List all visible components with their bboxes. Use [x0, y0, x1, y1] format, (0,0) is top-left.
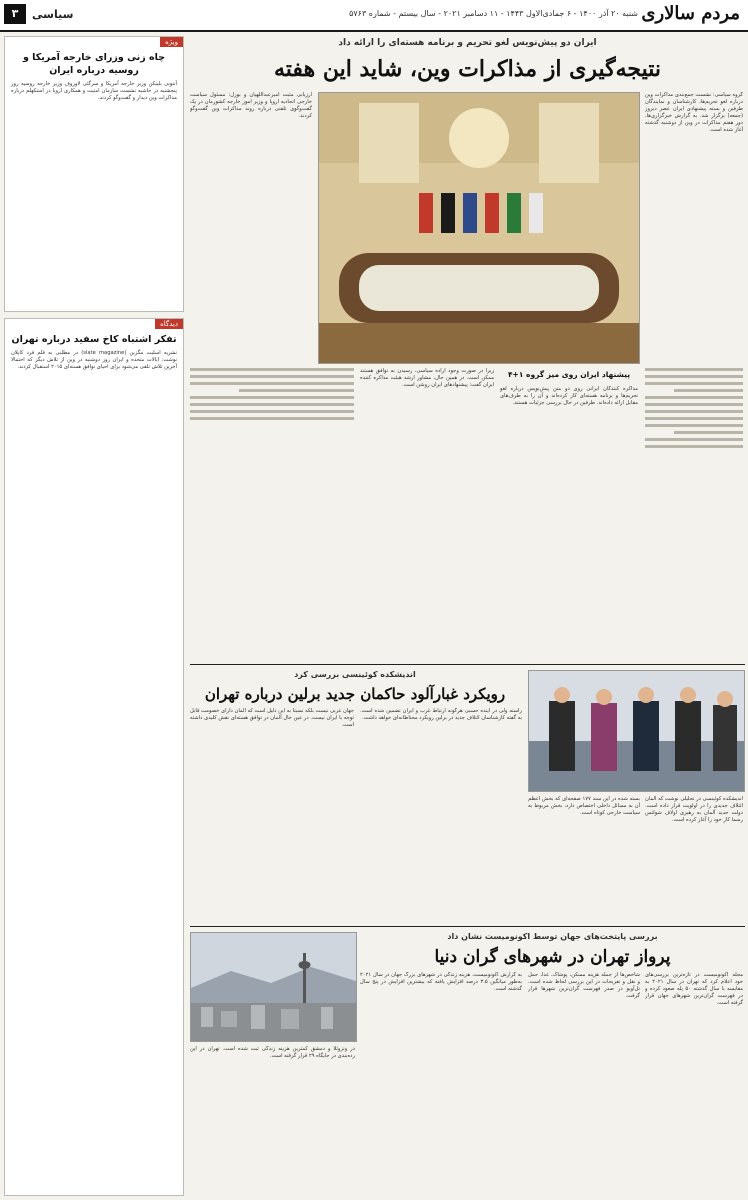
lead-headline: نتیجه‌گیری از مذاکرات وین، شاید این هفته [274, 56, 661, 82]
side-body: نشریه اسلیت مگزین (slate magazine) در مطلبی به قلم فرد کاپلان نوشت: ایالات متحده و ایران روز دوشنبه در وین از تلاش دیگر که احتمالا آخرین تلاش تلقی می‌شود برای احیای توافق هسته‌ای ۲۰۱۵ استقبال کردند. [11, 350, 177, 370]
page-number: ۳ [4, 4, 26, 24]
lead-subhead: پیشنهاد ایران روی میز گروه ۱+۴ [507, 370, 631, 379]
side-tag: دیدگاه [155, 319, 183, 329]
bottom-photo [190, 932, 357, 1042]
lead-photo [318, 92, 640, 364]
side-tag: ویژه [160, 37, 183, 47]
lead-col-3: زیرا در صورت وجود اراده سیاسی، رسیدن به توافق هستند ممکن است. در همین حال، مشاور ارشد هیئت مذاکره کننده ایران گفت: پیشنهادهای ایران روشن است. [360, 368, 494, 388]
lead-col-1: گروه سیاسی: نشست جمع‌بندی مذاکرات وین درباره لغو تحریم‌ها، کارشناسان و نمایندگان طرفین و بسته پیشنهادی ایران عصر دیروز (جمعه) برگزار شد. به گزارش خبرگزاری‌ها، دور هفتم مذاکرات در وین از دوشنبه گذشته آغاز شده است. [645, 92, 743, 133]
side-title: چاه زنی وزرای خارجه آمریکا و روسیه درباره ایران [22, 52, 166, 76]
german-leaders-image [529, 671, 744, 791]
lead-col-5 [190, 368, 354, 658]
side-body: آنتونی بلینکن وزیر خارجه آمریکا و سرگئی لاوروف وزیر خارجه روسیه روز پنجشنبه در حاشیه نشست سازمان امنیت و همکاری اروپا در استکهلم درباره مذاکرات وین دیدار و گفت‌وگو کردند. [11, 81, 177, 101]
vienna-talks-image [319, 93, 639, 363]
mid-col-3: راسته ولی در آینده حسبی هرگونه ارتباط غرب و ایران تضمین شده است. به گفته کارشناسان ائتلاف جدید در برلین رویکرد محتاطانه‌ای خواهد داشت. [360, 708, 522, 721]
mid-kicker: اندیشکده کوئینسی بررسی کرد [294, 670, 416, 679]
side-title: تفکر اشتباه کاخ سفید درباره تهران [11, 334, 177, 345]
mid-photo [528, 670, 745, 792]
bottom-headline: پرواز تهران در شهرهای گران دنیا [434, 947, 671, 967]
mid-col-1: اندیشکده کوئینسی در تحلیلی نوشت که آلمان ائتلاف جدیدی را در اولویت قرار داده است. دولت جدید آلمان به رهبری اولاف شولتس رسما کار خود را آغاز کرده است. [645, 796, 743, 823]
divider [190, 664, 745, 665]
side-box-ministers [4, 36, 184, 312]
bottom-col-3: به گزارش اکونومیست، هزینه زندگی در شهرهای بزرگ جهان در سال ۲۰۲۱ به‌طور میانگین ۳.۵ درصد افزایش یافته که بیشترین افزایش در پنج سال گذشته است. [360, 972, 522, 992]
issue-meta: شنبه ۲۰ آذر ۱۴۰۰ - ۶ جمادی‌الاول ۱۴۴۳ - ۱۱ دسامبر ۲۰۲۱ - سال بیستم - شماره ۵۷۶۳ [349, 9, 638, 18]
divider [190, 926, 745, 927]
bottom-col-2: شاخص‌ها از جمله هزینه مسکن، پوشاک، غذا، حمل و نقل و تفریحات در این بررسی لحاظ شده است. تل‌آویو در صدر فهرست گران‌ترین شهرها قرار گرفت. [528, 972, 640, 999]
section-name: سیاسی [32, 8, 74, 21]
lead-col-4: ارزیابی مثبت امیرعبداللهیان و بورل: مسئول سیاست خارجی اتحادیه اروپا و وزیر امور خارجه کشورمان در یک گفت‌وگوی تلفنی درباره روند مذاکرات وین گفت‌وگو کردند. [190, 92, 312, 119]
mid-col-2: بسته شده در این سند ۱۷۷ صفحه‌ای که بخش اعظم آن به مسائل داخلی اختصاص دارد، بخش مربوط به سیاست خارجی کوتاه است. [528, 796, 640, 816]
newspaper-logo: مردم سالاری [641, 3, 740, 24]
masthead [0, 0, 748, 32]
lead-col-2: مذاکره کنندگان ایرانی روی دو متن پیش‌نویس درباره لغو تحریم‌ها و برنامه هسته‌ای کار کرده‌اند و آن را به طرف‌های مقابل ارائه داده‌اند. طرفین در حال بررسی جزئیات هستند. [500, 386, 638, 406]
bottom-kicker: بررسی پایتخت‌های جهان توسط اکونومیست نشان داد [447, 932, 658, 941]
lead-kicker: ایران دو پیش‌نویس لغو تحریم و برنامه هسته‌ای را ارائه داد [338, 38, 597, 48]
lead-col-1b [645, 368, 743, 658]
side-box-opinion [4, 318, 184, 1196]
tehran-skyline-image [191, 933, 356, 1041]
mid-col-4: جهان غربی نیست بلکه نسبتا به این دلیل است که آلمان دارای خصومت قابل توجه با ایران نیست. در عین حال آلمان در توافق هسته‌ای نقش کلیدی داشته است. [190, 708, 354, 728]
mid-headline: رویکرد غبارآلود حاکمان جدید برلین درباره تهران [204, 685, 506, 703]
bottom-col-1: مجله اکونومیست در تازه‌ترین بررسی‌های خود اعلام کرد که تهران در سال ۲۰۲۱ به مقایسه با سال گذشته ۵۰ پله صعود کرده و در فهرست گران‌ترین شهرهای جهان قرار گرفته است. [645, 972, 743, 1006]
bottom-col-4: در ونزوئلا و دمشق کمترین هزینه زندگی ثبت شده است. تهران در این رده‌بندی در جایگاه ۲۹ قرار گرفته است. [190, 1046, 355, 1059]
